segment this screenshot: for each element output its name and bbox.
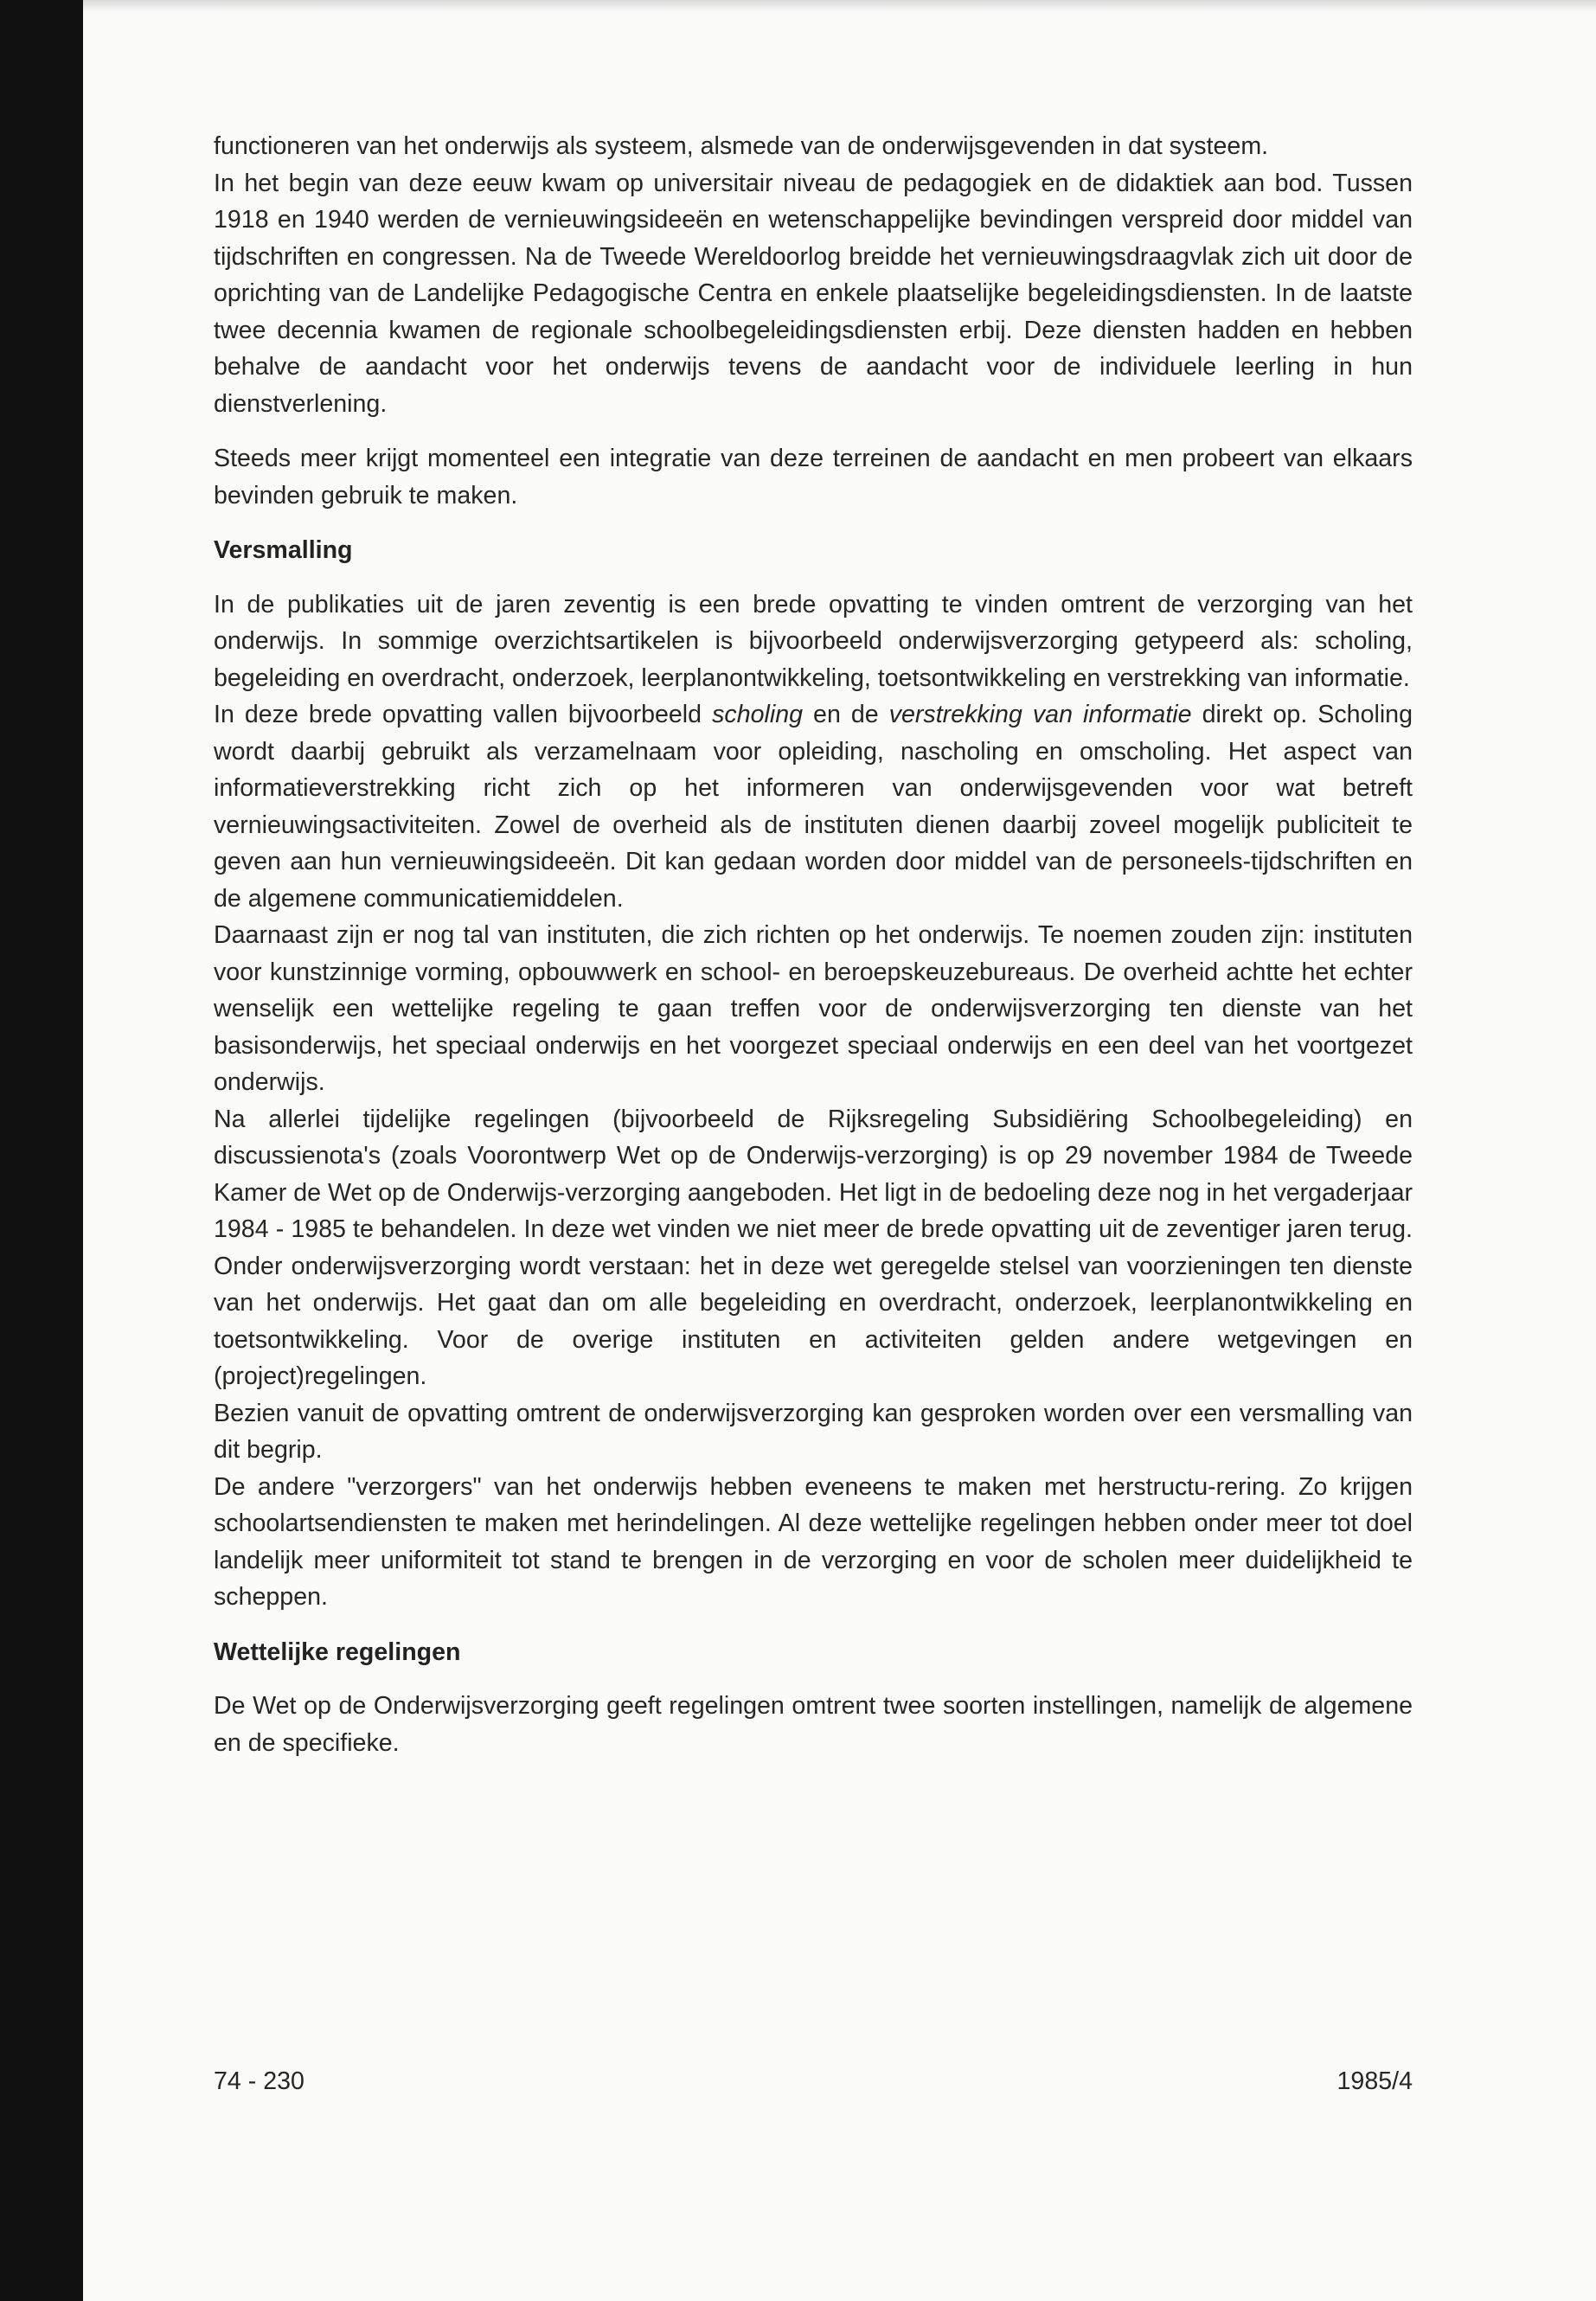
text-run: In deze brede opvatting vallen bijvoorbeeld — [214, 701, 713, 728]
text-run: en de — [803, 701, 889, 728]
paragraph: Na allerlei tijdelijke regelingen (bijvoorbeeld de Rijksregeling Subsidiëring Schoolbegeleiding) en discussienota's (zoals Voorontwerp Wet op de Onderwijs-verzorging) is op 29 november 1984 de Tweede Kamer de Wet op de Onderwijs-verzorging aangeboden. Het ligt in de bedoeling deze nog in het vergaderjaar 1984 - 1985 te behandelen. In deze wet vinden we niet meer de brede opvatting uit de zeventiger jaren terug. Onder onderwijsverzorging wordt verstaan: het in deze wet geregelde stelsel van voorzieningen ten dienste van het onderwijs. Het gaat dan om alle begeleiding en overdracht, onderzoek, leerplanontwikkeling en toetsontwikkeling. Voor de overige instituten en activiteiten gelden andere wetgevingen en (project)regelingen. — [214, 1105, 1413, 1390]
issue-number: 1985/4 — [1336, 2067, 1413, 2095]
paragraph — [214, 696, 1413, 917]
text-run: direkt op. Scholing wordt daarbij gebruikt als verzamelnaam voor opleiding, nascholing en omscholing. Het aspect van informatieverstrekking richt zich op het informeren van onderwijsgevenden voor wat betreft vernieuwingsactiviteiten. Zowel de overheid als de instituten dienen daarbij zoveel mogelijk publiciteit te geven aan hun vernieuwingsideeën. Dit kan gedaan worden door middel van de personeels-tijdschriften en de algemene communicatiemiddelen. — [214, 701, 1413, 913]
paragraph: De Wet op de Onderwijsverzorging geeft regelingen omtrent twee soorten instellingen, namelijk de algemene en de specifieke. — [214, 1692, 1413, 1757]
paragraph: De andere "verzorgers" van het onderwijs hebben eveneens te maken met herstructu-rering. Zo krijgen schoolartsendiensten te maken met herindelingen. Al deze wettelijke regelingen hebben onder meer tot doel landelijk meer uniformiteit tot stand te brengen in de verzorging en voor de scholen meer duidelijkheid te scheppen. — [214, 1472, 1413, 1611]
emphasis-verstrekking: verstrekking van informatie — [888, 701, 1192, 728]
paragraph: Daarnaast zijn er nog tal van instituten, die zich richten op het onderwijs. Te noemen zouden zijn: instituten voor kunstzinnige vorming, opbouwwerk en school- en beroepskeuzebureaus. De overheid achtte het echter wenselijk een wettelijke regeling te gaan treffen voor de onderwijsverzorging ten dienste van het basisonderwijs, het speciaal onderwijs en het voorgezet speciaal onderwijs en een deel van het voortgezet onderwijs. — [214, 921, 1413, 1096]
paragraph: Bezien vanuit de opvatting omtrent de onderwijsverzorging kan gesproken worden over een versmalling van dit begrip. — [214, 1399, 1413, 1464]
section-heading-versmalling: Versmalling — [214, 536, 353, 564]
page-top-edge — [83, 0, 1596, 12]
page-number: 74 - 230 — [214, 2067, 304, 2095]
emphasis-scholing: scholing — [712, 701, 804, 728]
paragraph: In het begin van deze eeuw kwam op universitair niveau de pedagogiek en de didaktiek aan bod. Tussen 1918 en 1940 werden de vernieuwingsideeën en wetenschappelijke bevindingen verspreid door middel van tijdschriften en congressen. Na de Tweede Wereldoorlog breidde het vernieuwingsdraagvlak zich uit door de oprichting van de Landelijke Pedagogische Centra en enkele plaatselijke begeleidingsdiensten. In de laatste twee decennia kwamen de regionale schoolbegeleidingsdiensten erbij. Deze diensten hadden en hebben behalve de aandacht voor het onderwijs tevens de aandacht voor de individuele leerling in hun dienstverlening. — [214, 169, 1413, 418]
paragraph: In de publikaties uit de jaren zeventig is een brede opvatting te vinden omtrent de verzorging van het onderwijs. In sommige overzichtsartikelen is bijvoorbeeld onderwijsverzorging getypeerd als: scholing, begeleiding en overdracht, onderzoek, leerplanontwikkeling, toetsontwikkeling en verstrekking van informatie. — [214, 590, 1413, 692]
article-body — [214, 128, 1413, 1761]
paragraph: functioneren van het onderwijs als systeem, alsmede van de onderwijsgevenden in dat systeem. — [214, 132, 1269, 160]
section-heading-wettelijke-regelingen: Wettelijke regelingen — [214, 1638, 461, 1666]
paragraph: Steeds meer krijgt momenteel een integratie van deze terreinen de aandacht en men probeert van elkaars bevinden gebruik te maken. — [214, 445, 1413, 510]
